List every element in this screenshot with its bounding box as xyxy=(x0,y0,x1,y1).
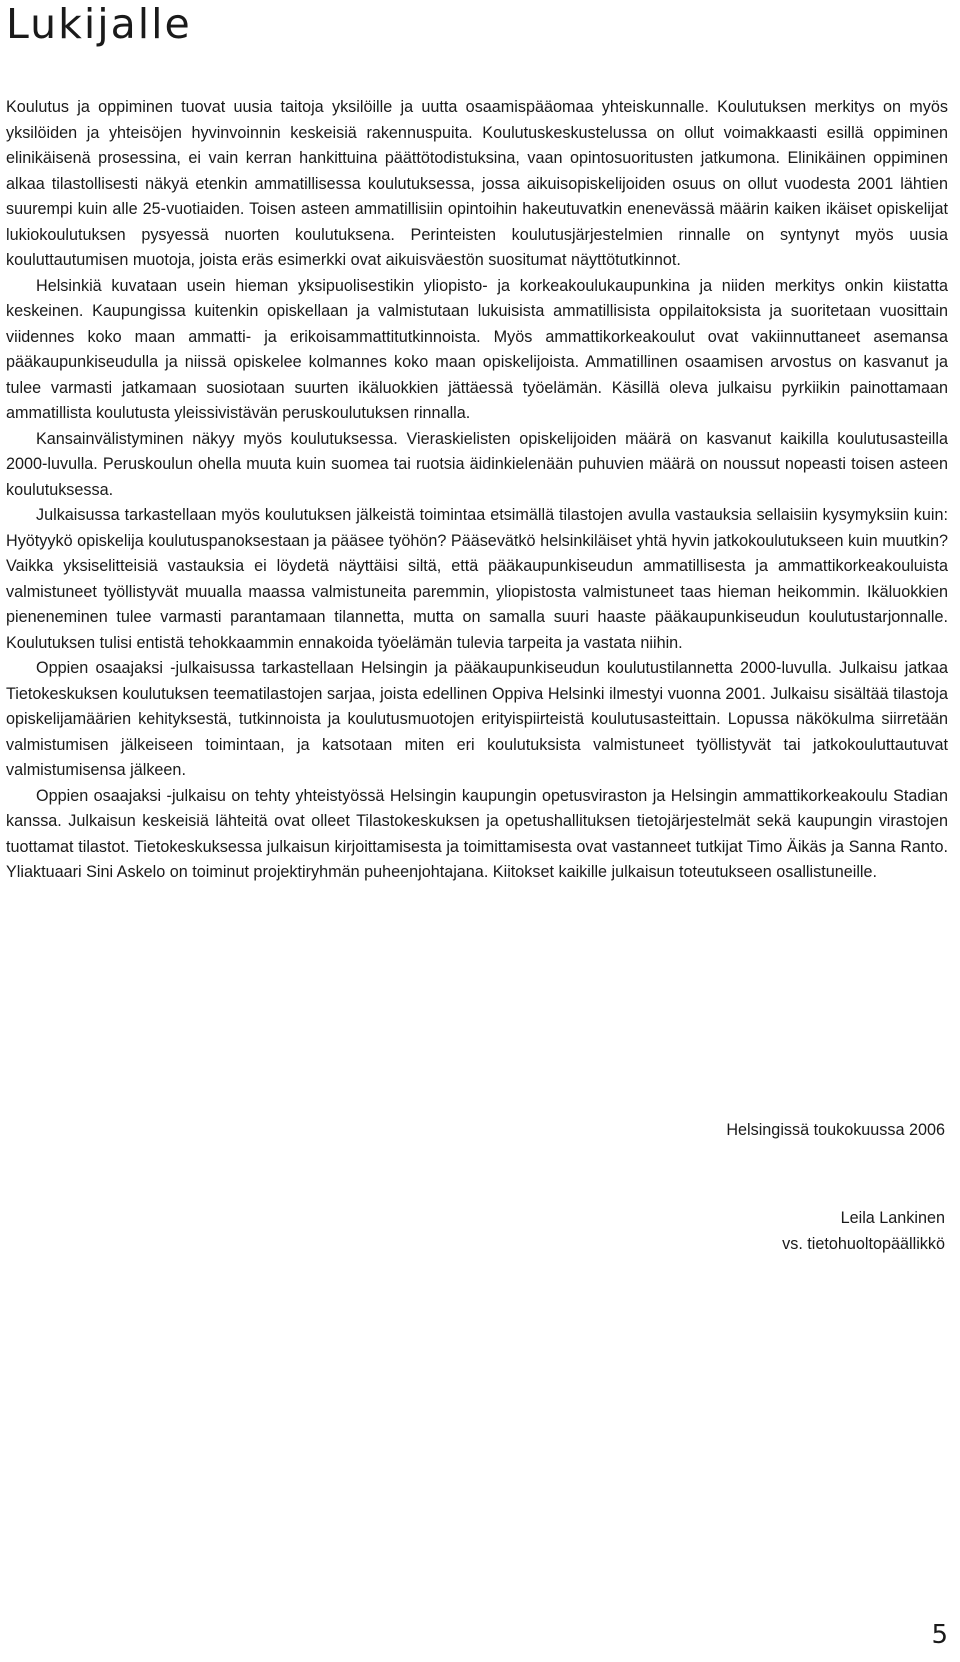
paragraph-6: Oppien osaajaksi -julkaisu on tehty yhteistyössä Helsingin kaupungin opetusviraston ja Helsingin ammattikorkeakoulu Stadian kanssa. Julkaisun keskeisiä lähteitä ovat olleet Tilastokeskuksen ja opetushallituksen tietojärjestelmät sekä kaupungin virastojen tuottamat tilastot. Tietokeskuksessa julkaisun kirjoittamisesta ja toimittamisesta ovat vastanneet tutkijat Timo Äikäs ja Sanna Ranto. Yliaktuaari Sini Askelo on toiminut projektiryhmän puheenjohtajana. Kiitokset kaikille julkaisun toteutukseen osallistuneille. xyxy=(6,786,948,881)
paragraph-4: Julkaisussa tarkastellaan myös koulutuksen jälkeistä toimintaa etsimällä tilastojen avulla vastauksia sellaisiin kysymyksiin kuin: Hyötyykö opiskelija koulutuspanoksestaan ja pääsee työhön? Pääsevätkö helsinkiläiset yhtä hyvin jatkokoulutukseen kuin muutkin? Vaikka yksiselitteisiä vastauksia ei löydetä näyttäisi siltä, että pääkaupunkiseudun ammatillisesta ja ammattikorkeakouluista valmistuneet työllistyvät muualla maassa valmistuneita paremmin, yliopistosta valmistuneet taas hieman heikommin. Ikäluokkien pieneneminen tulee varmasti parantamaan tilannetta, mutta on samalla suuri haaste pääkaupunkiseudun koulutustarjonnalle. Koulutuksen tulisi entistä tehokkaammin ennakoida työelämän tulevia tarpeita ja vastata niihin. xyxy=(6,506,948,652)
paragraph-5: Oppien osaajaksi -julkaisussa tarkastellaan Helsingin ja pääkaupunkiseudun koulutustilannetta 2000-luvulla. Julkaisu jatkaa Tietokeskuksen koulutuksen teematilastojen sarjaa, joista edellinen Oppiva Helsinki ilmestyi vuonna 2001. Julkaisu sisältää tilastoja opiskelijamäärien kehityksestä, tutkinnoista ja koulutusmuotojen erityispiirteistä koulutusasteittain. Lopussa näkökulma siirretään valmistumisen jälkeiseen toimintaan, ja katsotaan miten eri koulutuksista valmistuneet työllistyvät tai jatkokouluttautuvat valmistumisensa jälkeen. xyxy=(6,659,948,779)
signature-name: Leila Lankinen xyxy=(840,1209,945,1227)
paragraph-3: Kansainvälistyminen näkyy myös koulutuksessa. Vieraskielisten opiskelijoiden määrä on kasvanut kaikilla koulutusasteilla 2000-luvulla. Peruskoulun ohella muuta kuin suomea tai ruotsia äidinkielenään puhuvien määrä on noussut nopeasti toisen asteen koulutuksessa. xyxy=(6,429,948,499)
paragraph-1: Koulutus ja oppiminen tuovat uusia taitoja yksilöille ja uutta osaamispääomaa yhteiskunnalle. Koulutuksen merkitys on myös yksilöiden ja yhteisöjen hyvinvoinnin keskeisiä rakennuspuita. Koulutuskeskustelussa on ollut voimakkaasti esillä oppiminen elinikäisenä prosessina, ei vain kerran hankittuina päättötodistuksina, vaan opintosuoritusten jatkumona. Elinikäinen oppiminen alkaa tilastollisesti näkyä etenkin ammatillisessa koulutuksessa, jossa aikuisopiskelijoiden osuus on ollut vuodesta 2001 lähtien suurempi kuin alle 25-vuotiaiden. Toisen asteen ammatillisiin opintoihin hakeutuvatkin enenevässä määrin kaiken ikäiset opiskelijat lukiokoulutuksen pysyessä nuorten koulutuksena. Perinteisten koulutusjärjestelmien rinnalle on syntynyt myös uusia kouluttautumisen muotoja, joista eräs esimerkki ovat aikuisväestön suositumat näyttötutkinnot. xyxy=(6,98,948,269)
signature-role: vs. tietohuoltopäällikkö xyxy=(782,1234,945,1253)
page-number: 5 xyxy=(931,1620,948,1650)
body-text xyxy=(6,95,948,886)
page-title: Lukijalle xyxy=(6,0,192,48)
paragraph-2: Helsinkiä kuvataan usein hieman yksipuolisestikin yliopisto- ja korkeakoulukaupunkina ja niiden merkitys onkin kiistatta keskeinen. Kaupungissa kuitenkin opiskellaan ja valmistutaan lukuisista ammatillisista oppilaitoksista ja suoritetaan vuosittain viidennes koko maan ammatti- ja erikoisammattitutkinnoista. Myös ammattikorkeakoulut ovat vakiinnuttaneet asemansa pääkaupunkiseudulla ja niissä opiskelee kolmannes koko maan opiskelijoista. Ammatillinen osaamisen arvostus on kasvanut ja tulee varmasti jatkamaan suosiotaan suurten ikäluokkien jättäessä työelämän. Käsillä oleva julkaisu pyrkiikin painottamaan ammatillista koulutusta yleissivistävän peruskoulutuksen rinnalla. xyxy=(6,276,948,422)
signature-block xyxy=(782,1206,945,1257)
signature-place-date: Helsingissä toukokuussa 2006 xyxy=(726,1121,945,1139)
